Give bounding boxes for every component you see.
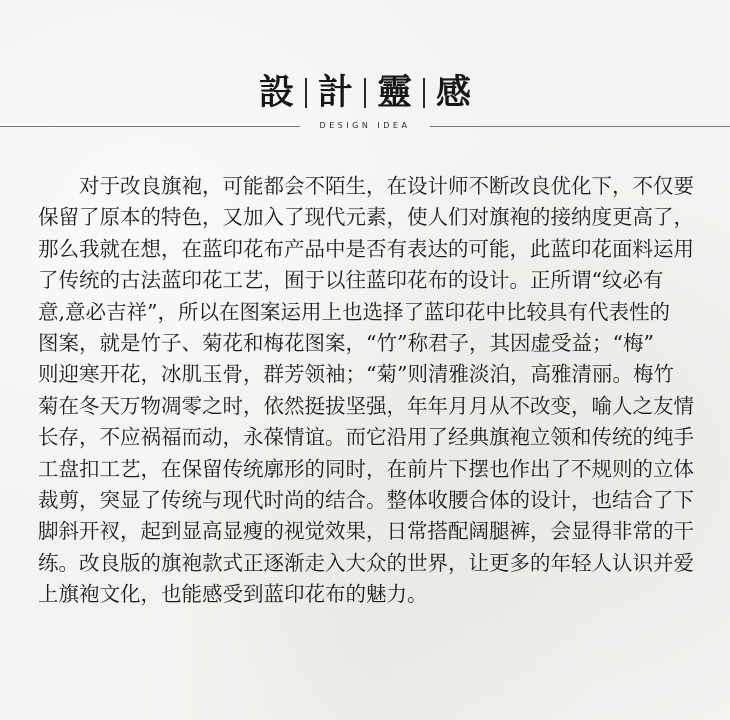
text-line: 脚斜开衩，起到显高显瘦的视觉效果，日常搭配阔腿裤，会显得非常的干 (38, 519, 694, 544)
text-line: 了传统的古法蓝印花工艺，囿于以往蓝印花布的设计。正所谓“纹必有 (38, 268, 664, 293)
text-line: 意,意必吉祥”，所以在图案运用上也选择了蓝印花中比较具有代表性的 (38, 299, 670, 324)
subtitle-rule (0, 120, 730, 132)
text-line: 那么我就在想，在蓝印花布产品中是否有表达的可能，此蓝印花面料运用 (38, 236, 694, 261)
text-line: 裁剪，突显了传统与现代时尚的结合。整体收腰合体的设计，也结合了下 (38, 487, 694, 512)
text-line: 对于改良旗袍，可能都会不陌生，在设计师不断改良优化下，不仅要 (79, 174, 694, 198)
text-line: 上旗袍文化，也能感受到蓝印花布的魅力。 (38, 582, 428, 607)
title-char: 計 (317, 72, 353, 113)
text-line: 保留了原本的特色，又加入了现代元素，使人们对旗袍的接纳度更高了， (38, 205, 694, 230)
title-divider (364, 78, 366, 108)
title-char: 靈 (377, 72, 413, 113)
divider-line-left (0, 126, 300, 127)
text-line: 则迎寒开花，冰肌玉骨，群芳领袖；“菊”则清雅淡泊，高雅清丽。梅竹 (38, 362, 674, 387)
title-divider (305, 78, 307, 108)
page-subtitle: DESIGN IDEA (319, 121, 411, 130)
divider-line-right (430, 126, 730, 127)
section-header (0, 0, 730, 140)
title-divider (423, 78, 425, 108)
title-char: 設 (258, 72, 294, 113)
body-paragraph (38, 171, 694, 610)
text-line: 长存，不应祸福而动，永葆情谊。而它沿用了经典旗袍立领和传统的纯手 (38, 425, 694, 450)
text-line: 工盘扣工艺，在保留传统廓形的同时，在前片下摆也作出了不规则的立体 (38, 456, 694, 481)
page-title (0, 72, 730, 114)
text-line: 练。改良版的旗袍款式正逐渐走入大众的世界，让更多的年轻人认识并爱 (38, 550, 694, 575)
title-char: 感 (436, 72, 472, 113)
text-line: 菊在冬天万物凋零之时，依然挺拔坚强，年年月月从不改变，喻人之友情 (38, 393, 694, 418)
text-line: 图案，就是竹子、菊花和梅花图案，“竹”称君子，其因虚受益；“梅” (38, 330, 654, 355)
